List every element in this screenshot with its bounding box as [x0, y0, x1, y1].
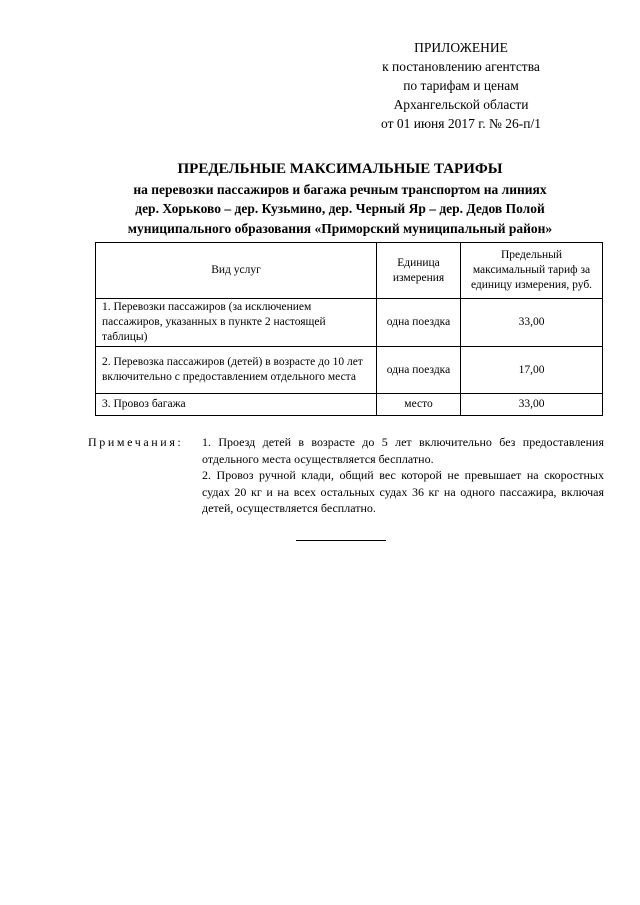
notes-label: Примечания:	[88, 435, 184, 449]
cell-tariff: 33,00	[461, 299, 603, 347]
cell-tariff: 33,00	[461, 394, 603, 416]
title-main: ПРЕДЕЛЬНЫЕ МАКСИМАЛЬНЫЕ ТАРИФЫ	[177, 161, 503, 177]
appendix-title: ПРИЛОЖЕНИЕ	[414, 40, 508, 55]
title-subline: на перевозки пассажиров и багажа речным транспортом на линиях	[133, 181, 547, 197]
cell-unit: одна поездка	[377, 347, 461, 394]
cell-tariff: 17,00	[461, 347, 603, 394]
title-subline: дер. Хорьково – дер. Кузьмино, дер. Черный Яр – дер. Дедов Полой	[135, 201, 545, 216]
header-service: Вид услуг	[96, 243, 377, 299]
appendix-date-number: от 01 июня 2017 г. № 26-п/1	[381, 116, 541, 131]
note-item: 1. Проезд детей в возрасте до 5 лет включительно без предоставления отдельного места осуществляется бесплатно.	[202, 435, 604, 466]
cell-unit: место	[377, 394, 461, 416]
appendix-line: по тарифам и ценам	[403, 78, 519, 93]
header-tariff: Предельный максимальный тариф за единицу измерения, руб.	[461, 243, 603, 299]
table-row	[96, 394, 603, 416]
notes-list	[202, 434, 604, 517]
cell-service: 1. Перевозки пассажиров (за исключением пассажиров, указанных в пункте 2 настоящей таблицы)	[96, 299, 377, 347]
document-title	[70, 160, 610, 238]
note-item: 2. Провоз ручной клади, общий вес которой не превышает на скоростных судах 20 кг и на всех остальных судах 36 кг на одного пассажира, включая детей, осуществляется бесплатно.	[202, 468, 604, 515]
header-unit: Единица измерения	[377, 243, 461, 299]
table-header-row	[96, 243, 603, 299]
title-subline: муниципального образования «Приморский муниципальный район»	[127, 220, 553, 236]
table-row	[96, 299, 603, 347]
cell-service: 3. Провоз багажа	[96, 394, 377, 416]
cell-service: 2. Перевозка пассажиров (детей) в возрасте до 10 лет включительно с предоставлением отдельного места	[96, 347, 377, 394]
tariff-table	[95, 242, 603, 416]
appendix-header	[330, 38, 592, 133]
appendix-line: к постановлению агентства	[382, 59, 540, 74]
cell-unit: одна поездка	[377, 299, 461, 347]
closing-divider	[296, 540, 386, 541]
appendix-line: Архангельской области	[393, 97, 529, 112]
table-row	[96, 347, 603, 394]
